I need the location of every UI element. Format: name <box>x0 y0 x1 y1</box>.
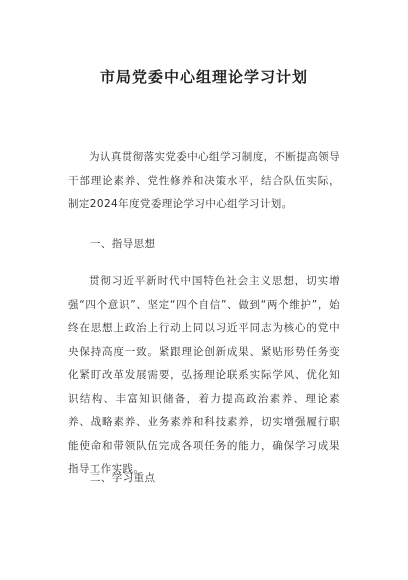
section-heading-guiding-ideology: 一、指导思想 <box>90 238 156 250</box>
section-body-guiding-ideology: 贯彻习近平新时代中国特色社会主义思想，切实增强“四个意识”、坚定“四个自信”、做到“两个维护”，始终在思想上政治上行动上同以习近平同志为核心的党中央保持高度一致。紧跟理论创新成果、紧贴形势任务变化紧盯改革发展需要，弘扬理论联系实际学风、优化知识结构、丰富知识储备，着力提高政治素养、理论素养、战略素养、业务素养和科技素养，切实增强履行职能使命和带领队伍完成各项任务的能力，确保学习成果指导工作实践。 <box>68 275 340 475</box>
intro-paragraph: 为认真贯彻落实党委中心组学习制度，不断提高领导干部理论素养、党性修养和决策水平，结合队伍实际，制定2024年度党委理论学习中心组学习计划。 <box>68 151 340 210</box>
document-title: 市局党委中心组理论学习计划 <box>99 68 308 86</box>
section-heading-study-focus: 二、学习重点 <box>90 472 156 484</box>
